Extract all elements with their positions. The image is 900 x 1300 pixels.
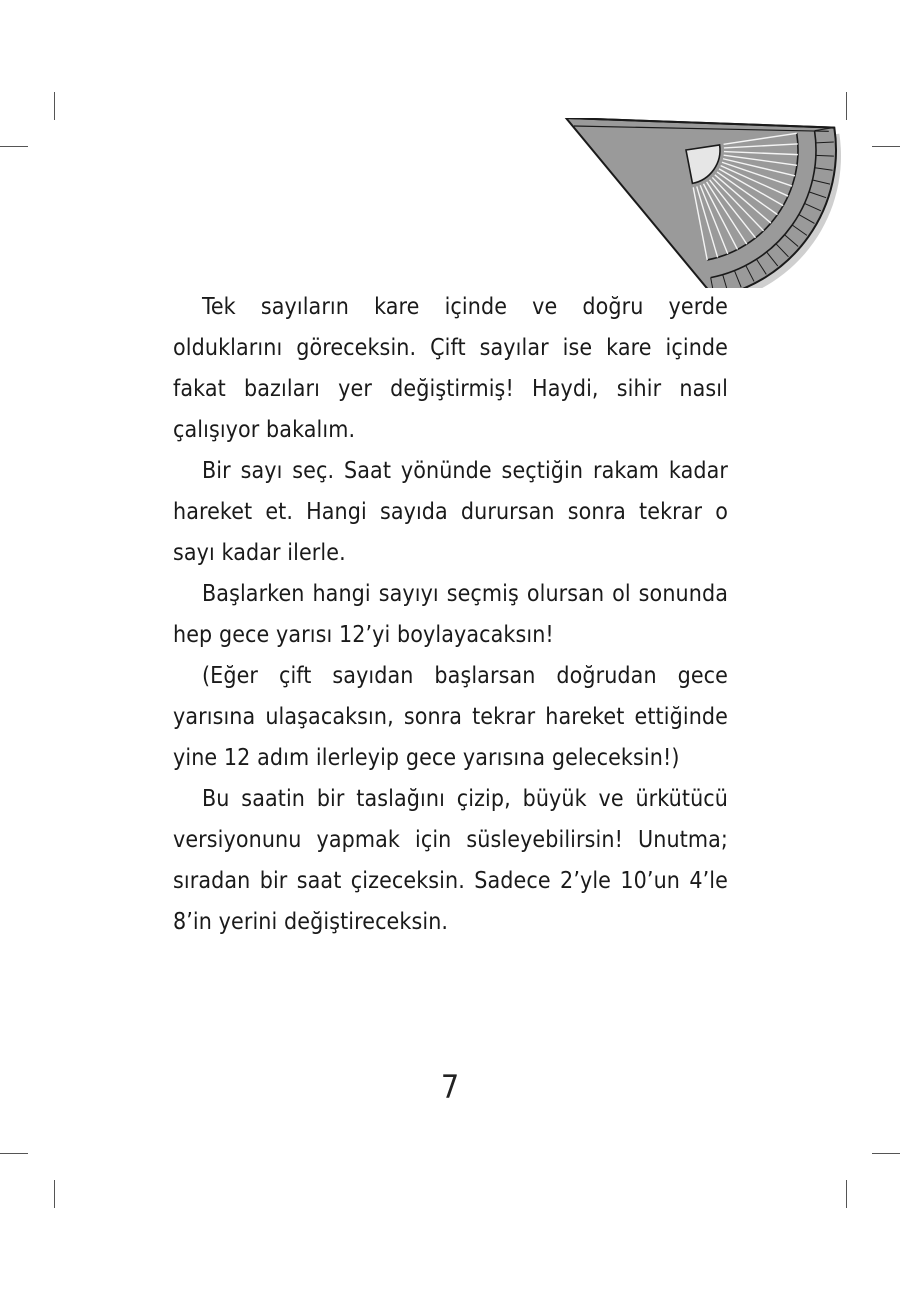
text-body bbox=[173, 287, 728, 943]
crop-mark-top-left-horizontal bbox=[0, 146, 28, 147]
protractor-icon bbox=[558, 118, 848, 288]
crop-mark-top-left-vertical bbox=[54, 92, 55, 120]
paragraph: (Eğer çift sayıdan başlarsan doğrudan gece yarısına ulaşacaksın, sonra tekrar hareket ettiğinde yine 12 adım ilerleyip gece yarısına geleceksin!) bbox=[173, 663, 728, 771]
paragraph: Başlarken hangi sayıyı seçmiş olursan ol sonunda hep gece yarısı 12’yi boylayacaksın! bbox=[173, 581, 728, 648]
paragraph: Bir sayı seç. Saat yönünde seçtiğin rakam kadar hareket et. Hangi sayıda durursan sonra tekrar o sayı kadar ilerle. bbox=[173, 458, 728, 566]
crop-mark-bottom-right-vertical bbox=[846, 1180, 847, 1208]
paragraph: Bu saatin bir taslağını çizip, büyük ve ürkütücü versiyonunu yapmak için süsleyebilirsin! Unutma; sıradan bir saat çizeceksin. Sadece 2’yle 10’un 4’le 8’in yerini değiştireceksin. bbox=[173, 786, 728, 935]
crop-mark-bottom-left-vertical bbox=[54, 1180, 55, 1208]
paragraph: Tek sayıların kare içinde ve doğru yerde olduklarını göreceksin. Çift sayılar ise kare içinde fakat bazıları yer değiştirmiş! Haydi, sihir nasıl çalışıyor bakalım. bbox=[173, 294, 728, 443]
crop-mark-bottom-left-horizontal bbox=[0, 1153, 28, 1154]
page-number: 7 bbox=[440, 1068, 460, 1106]
crop-mark-top-right-horizontal bbox=[872, 146, 900, 147]
crop-mark-bottom-right-horizontal bbox=[872, 1153, 900, 1154]
crop-mark-top-right-vertical bbox=[846, 92, 847, 120]
